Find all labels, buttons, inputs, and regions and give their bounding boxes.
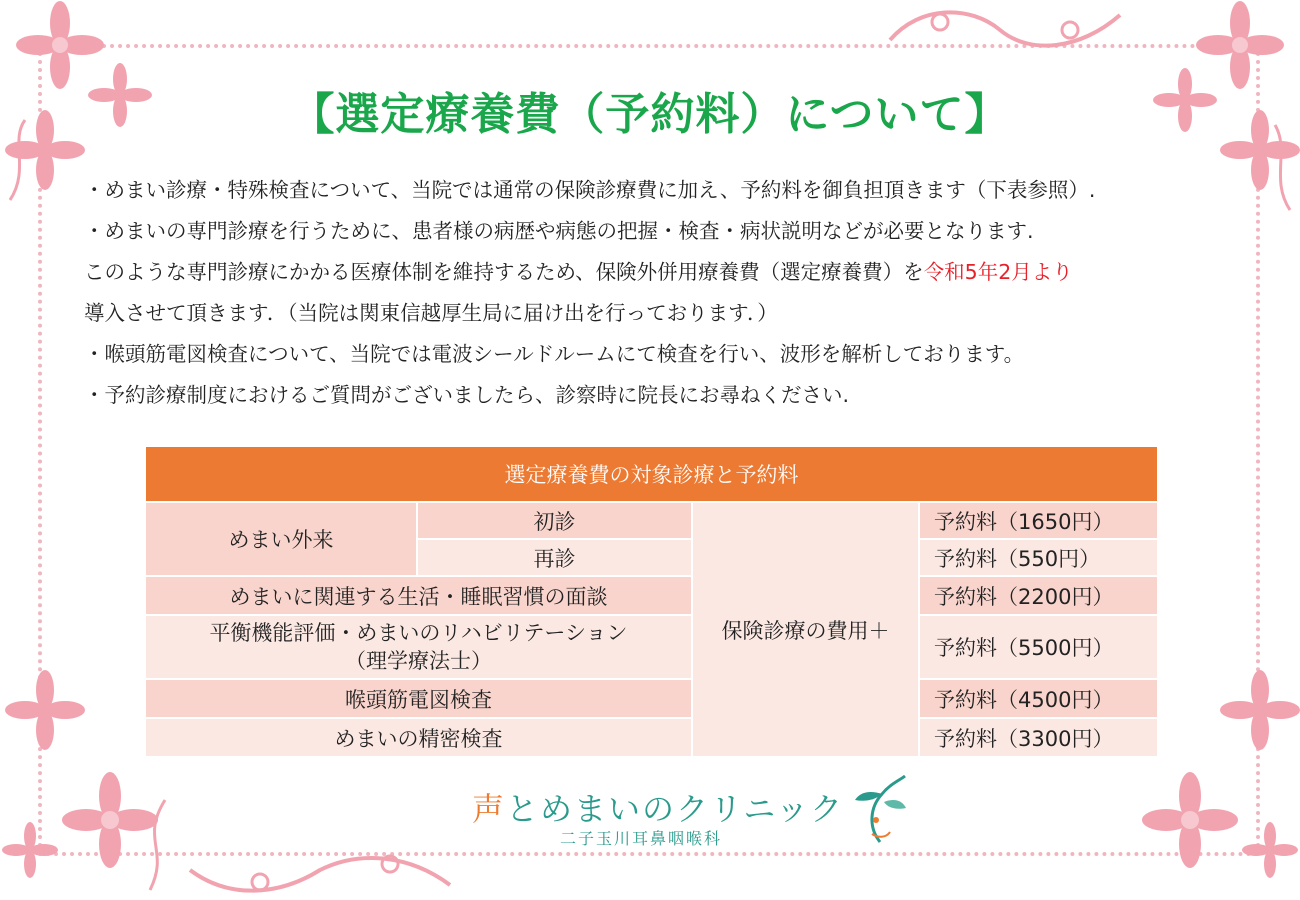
price-cell: 予約料（1650円） [919,502,1158,539]
notice-line-3-text: このような専門診療にかかる医療体制を維持するため、保険外併用療養費（選定療養費）を [84,260,924,284]
clinic-name-prefix: 声 [472,790,507,828]
detailed-exam-cell: めまいの精密検査 [145,718,692,757]
start-date-highlight: 令和5年2月より [923,260,1073,284]
rehabilitation-line-1: 平衡機能評価・めまいのリハビリテーション [209,621,628,645]
notice-line-3 [84,252,1254,293]
price-cell: 予約料（2200円） [919,576,1158,615]
fee-table [144,445,1159,758]
clinic-name-rest: とめまいのクリニック [506,790,845,828]
revisit-cell: 再診 [417,539,692,576]
price-cell: 予約料（550円） [919,539,1158,576]
price-cell: 予約料（5500円） [919,615,1158,679]
clinic-subtitle: 二子玉川耳鼻咽喉科 [560,829,723,848]
notice-line-2: ・めまいの専門診療を行うために、患者様の病歴や病態の把握・検査・病状説明などが必要となります. [84,219,1034,243]
insurance-cost-cell: 保険診療の費用＋ [692,502,919,757]
price-cell: 予約料（3300円） [919,718,1158,757]
price-cell: 予約料（4500円） [919,679,1158,718]
rehabilitation-cell [145,615,692,679]
laryngeal-emg-cell: 喉頭筋電図検査 [145,679,692,718]
lifestyle-interview-cell: めまいに関連する生活・睡眠習慣の面談 [145,576,692,615]
notice-line-5: ・喉頭筋電図検査について、当院では電波シールドルームにて検査を行い、波形を解析しております。 [84,342,1025,366]
swirl-top-icon [880,0,1140,60]
notice-line-6: ・予約診療制度におけるご質問がございましたら、診察時に院長にお尋ねください. [84,383,850,407]
dizziness-outpatient-cell: めまい外来 [145,502,417,576]
notice-line-1: ・めまい診療・特殊検査について、当院では通常の保険診療費に加え、予約料を御負担頂きます（下表参照）. [84,178,1096,202]
fee-table-header: 選定療養費の対象診療と予約料 [145,446,1158,502]
first-visit-cell: 初診 [417,502,692,539]
clinic-logo-icon [850,772,910,852]
rehabilitation-line-2: （理学療法士） [345,649,492,673]
clinic-name [472,784,844,830]
notice-line-4: 導入させて頂きます．（当院は関東信越厚生局に届け出を行っております．） [84,301,778,325]
swirl-bottom-icon [180,850,460,900]
notice-body [84,170,1254,416]
page-title: 【選定療養費（予約料）について】 [290,89,1010,140]
